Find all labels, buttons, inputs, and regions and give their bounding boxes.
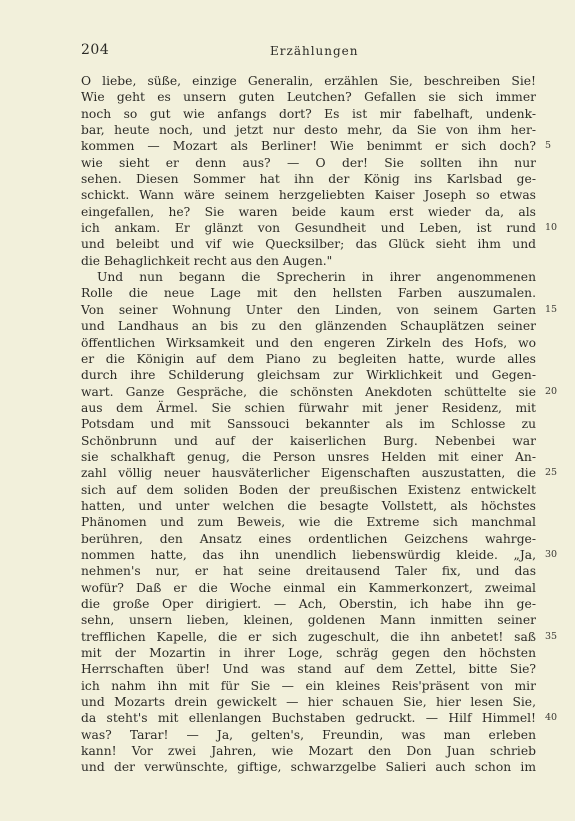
line-text: berühren, den Ansatz eines ordentlichen Geizchens wahrge- xyxy=(81,531,536,546)
text-line xyxy=(81,106,536,122)
line-text: kann! Vor zwei Jahren, wie Mozart den Don Juan schrieb xyxy=(81,744,536,759)
text-line xyxy=(81,285,536,301)
text-line xyxy=(81,596,536,612)
line-text: die Behaglichkeit recht aus den Augen." xyxy=(81,253,333,268)
line-text: aus dem Ärmel. Sie schien fürwahr mit jener Residenz, mit xyxy=(81,400,536,415)
text-line xyxy=(81,710,558,726)
line-text: ich ankam. Er glänzt von Gesundheit und Leben, ist rund xyxy=(81,221,536,236)
text-line xyxy=(81,384,558,400)
text-line xyxy=(81,482,536,498)
text-line xyxy=(81,269,536,285)
line-number: 25 xyxy=(545,467,558,479)
line-number: 15 xyxy=(545,303,558,315)
text-line xyxy=(81,302,558,318)
line-text: mit der Mozartin in ihrer Loge, schräg gegen den höchsten xyxy=(81,646,536,661)
page-number: 204 xyxy=(81,42,110,58)
line-text: hatten, und unter welchen die besagte Vollstett, als höchstes xyxy=(81,498,536,513)
text-line xyxy=(81,236,536,252)
text-line xyxy=(81,400,536,416)
line-text: die große Oper dirigiert. — Ach, Oberstin, ich habe ihn ge- xyxy=(81,597,536,611)
line-text: nommen hatte, das ihn unendlich liebenswürdig kleide. „Ja, xyxy=(81,547,536,562)
text-line xyxy=(81,73,536,89)
text-line xyxy=(81,187,536,203)
text-line xyxy=(81,171,536,187)
text-line xyxy=(81,629,558,645)
text-line xyxy=(81,367,536,383)
text-line xyxy=(81,514,536,530)
text-line xyxy=(81,759,536,775)
text-line xyxy=(81,743,536,759)
text-line xyxy=(81,645,536,661)
line-text: sie schalkhaft genug, die Person unsres Helden mit einer An- xyxy=(81,449,536,464)
line-text: was? Tarar! — Ja, gelten's, Freundin, was man erleben xyxy=(81,727,536,742)
line-text: wart. Ganze Gespräche, die schönsten Anekdoten schüttelte sie xyxy=(81,384,536,399)
line-text: und Landhaus an bis zu den glänzenden Schauplätzen seiner xyxy=(81,319,536,334)
text-line xyxy=(81,727,536,743)
line-text: wofür? Daß er die Woche einmal ein Kammerkonzert, zweimal xyxy=(81,580,536,595)
line-number: 5 xyxy=(545,140,552,152)
text-line xyxy=(81,138,552,154)
text-line xyxy=(81,465,558,481)
line-text: Herrschaften über! Und was stand auf dem Zettel, bitte Sie? xyxy=(81,662,536,677)
text-line xyxy=(81,122,536,138)
text-line xyxy=(81,220,558,236)
text-line xyxy=(81,498,536,514)
line-text: er die Königin auf dem Piano zu begleiten hatte, wurde alles xyxy=(81,351,536,366)
line-text: noch so gut wie anfangs dort? Es ist mir fabelhaft, undenk- xyxy=(81,106,536,121)
line-text: bar, heute noch, und jetzt nur desto mehr, da Sie von ihm her- xyxy=(81,123,536,138)
line-text: und der verwünschte, giftige, schwarzgelbe Salieri auch schon im xyxy=(81,760,536,775)
line-text: Von seiner Wohnung Unter den Linden, von seinem Garten xyxy=(81,302,536,317)
line-number: 10 xyxy=(545,222,558,234)
text-line xyxy=(81,155,536,171)
line-text: Wie geht es unsern guten Leutchen? Gefallen sie sich immer xyxy=(81,90,536,105)
text-line xyxy=(81,678,536,694)
line-text: sehen. Diesen Sommer hat ihn der König ins Karlsbad ge- xyxy=(81,172,536,187)
line-text: zahl völlig neuer hausväterlicher Eigenschaften auszustatten, die xyxy=(81,466,536,481)
text-line xyxy=(81,694,536,710)
text-line xyxy=(81,416,536,432)
text-line xyxy=(81,204,536,220)
text-line xyxy=(81,318,536,334)
text-line xyxy=(81,335,536,351)
line-text: wie sieht er denn aus? — O der! Sie sollten ihn nur xyxy=(81,155,536,170)
text-line xyxy=(81,531,536,547)
line-text: Schönbrunn und auf der kaiserlichen Burg. Nebenbei war xyxy=(81,433,536,448)
text-line xyxy=(81,661,536,677)
line-text: O liebe, süße, einzige Generalin, erzählen Sie, beschreiben Sie! xyxy=(81,74,536,88)
line-text: sehn, unsern lieben, kleinen, goldenen Mann inmitten seiner xyxy=(81,613,536,628)
text-line xyxy=(81,563,536,579)
body-text xyxy=(81,73,558,776)
text-line xyxy=(81,547,558,563)
text-line xyxy=(81,449,536,465)
text-line xyxy=(81,433,536,449)
line-text: nehmen's nur, er hat seine dreitausend Taler fix, und das xyxy=(81,564,536,579)
text-line xyxy=(81,612,536,628)
text-line xyxy=(81,253,536,269)
line-text: Rolle die neue Lage mit den hellsten Farben auszumalen. xyxy=(81,286,536,301)
text-line xyxy=(81,580,536,596)
line-text: schickt. Wann wäre seinem herzgeliebten Kaiser Joseph so etwas xyxy=(81,188,536,203)
line-text: ich nahm ihn mit für Sie — ein kleines Reis'präsent von mir xyxy=(81,678,536,693)
line-number: 40 xyxy=(545,712,558,724)
line-text: eingefallen, he? Sie waren beide kaum erst wieder da, als xyxy=(81,204,536,219)
text-line xyxy=(81,89,536,105)
line-number: 30 xyxy=(545,548,558,560)
line-text: sich auf dem soliden Boden der preußischen Existenz entwickelt xyxy=(81,482,536,497)
line-text: Potsdam und mit Sanssouci bekannter als im Schlosse zu xyxy=(81,417,536,432)
line-text: durch ihre Schilderung gleichsam zur Wirklichkeit und Gegen- xyxy=(81,368,536,383)
line-text: da steht's mit ellenlangen Buchstaben gedruckt. — Hilf Himmel! xyxy=(81,711,536,726)
line-text: kommen — Mozart als Berliner! Wie benimmt er sich doch? xyxy=(81,139,536,154)
line-text: Und nun begann die Sprecherin in ihrer angenommenen xyxy=(97,270,536,285)
running-head: Erzählungen xyxy=(270,44,359,58)
line-number: 20 xyxy=(545,385,558,397)
line-text: und Mozarts drein gewickelt — hier schauen Sie, hier lesen Sie, xyxy=(81,695,536,710)
line-number: 35 xyxy=(545,630,558,642)
text-line xyxy=(81,351,536,367)
line-text: öffentlichen Wirksamkeit und den engeren Zirkeln des Hofs, wo xyxy=(81,335,536,350)
line-text: und beleibt und vif wie Quecksilber; das Glück sieht ihm und xyxy=(81,237,536,252)
line-text: Phänomen und zum Beweis, wie die Extreme sich manchmal xyxy=(81,515,536,530)
line-text: trefflichen Kapelle, die er sich zugeschult, die ihn anbetet! saß xyxy=(81,629,536,644)
